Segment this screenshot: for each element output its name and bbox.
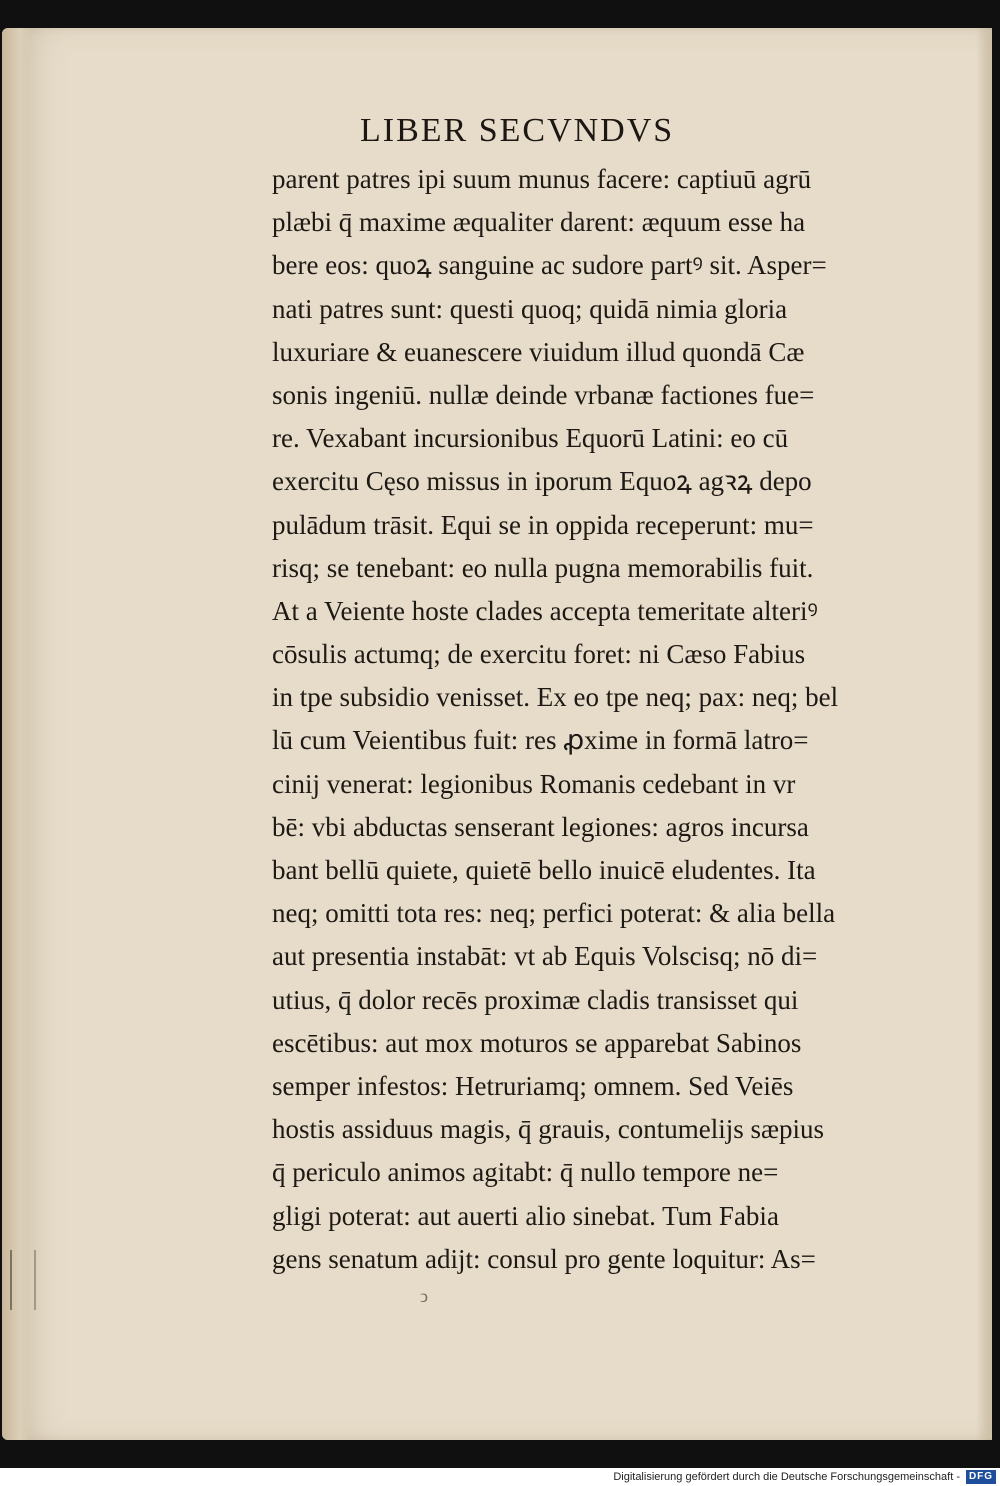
text-line: q̄ periculo animos agitabt: q̄ nullo tempore ne= <box>272 1157 779 1188</box>
text-line: utius, q̄ dolor recēs proximæ cladis transisset qui <box>272 984 799 1015</box>
text-line: re. Vexabant incursionibus Equorū Latini: eo cū <box>272 423 789 454</box>
catchword: ↄ <box>420 1286 428 1306</box>
text-block <box>272 158 894 1281</box>
text-line: in tpe subsidio venisset. Ex eo tpe neq; pax: neq; bel <box>272 682 839 713</box>
text-line: bē: vbi abductas senserant legiones: agros incursa <box>272 811 809 842</box>
text-line: semper infestos: Hetruriamq; omnem. Sed Veiēs <box>272 1070 794 1101</box>
text-line: parent patres ipi suum munus facere: captiuū agrū <box>272 164 812 194</box>
page-gutter-shadow <box>2 28 32 1440</box>
page-fore-edge <box>976 28 992 1440</box>
text-line: bere eos: quoꝝ sanguine ac sudore partꝰ sit. Asper= <box>272 250 827 281</box>
text-line: At a Veiente hoste clades accepta temeritate alteriꝰ <box>272 595 818 626</box>
text-line: neq; omitti tota res: neq; perfici poterat: & alia bella <box>272 898 836 929</box>
footer-bar <box>0 1468 1000 1486</box>
text-line: exercitu Cęso missus in iporum Equoꝝ agꝛꝝ depo <box>272 466 812 497</box>
text-line: risq; se tenebant: eo nulla pugna memorabilis fuit. <box>272 552 814 583</box>
text-line: cinij venerat: legionibus Romanis cedebant in vr <box>272 768 796 799</box>
margin-annotation-mark <box>10 1250 36 1310</box>
text-line: aut presentia instabāt: vt ab Equis Volscisq; nō di= <box>272 941 818 972</box>
text-line: bant bellū quiete, quietē bello inuicē eludentes. Ita <box>272 855 816 885</box>
text-line: gens senatum adijt: consul pro gente loquitur: As= <box>272 1243 816 1274</box>
dfg-logo[interactable]: DFG <box>966 1470 996 1484</box>
text-line: lū cum Veientibus fuit: res ꝓxime in formā latro= <box>272 725 809 756</box>
text-line: hostis assiduus magis, q̄ grauis, contumelijs sæpius <box>272 1114 825 1145</box>
text-line: cōsulis actumq; de exercitu foret: ni Cæso Fabius <box>272 639 806 670</box>
text-line: gligi poterat: aut auerti alio sinebat. Tum Fabia <box>272 1200 779 1231</box>
text-line: pulādum trāsit. Equi se in oppida receperunt: mu= <box>272 509 814 540</box>
text-line: plæbi q̄ maxime æqualiter darent: æquum esse ha <box>272 207 806 238</box>
text-line: luxuriare & euanescere viuidum illud quondā Cæ <box>272 336 805 367</box>
running-head: LIBER SECVNDVS <box>360 112 675 149</box>
text-line: sonis ingeniū. nullæ deinde vrbanæ factiones fue= <box>272 379 815 410</box>
text-line: escētibus: aut mox moturos se apparebat Sabinos <box>272 1027 802 1058</box>
text-line: nati patres sunt: questi quoq; quidā nimia gloria <box>272 293 788 324</box>
footer-credit: Digitalisierung gefördert durch die Deutsche Forschungsgemeinschaft - <box>613 1471 960 1483</box>
